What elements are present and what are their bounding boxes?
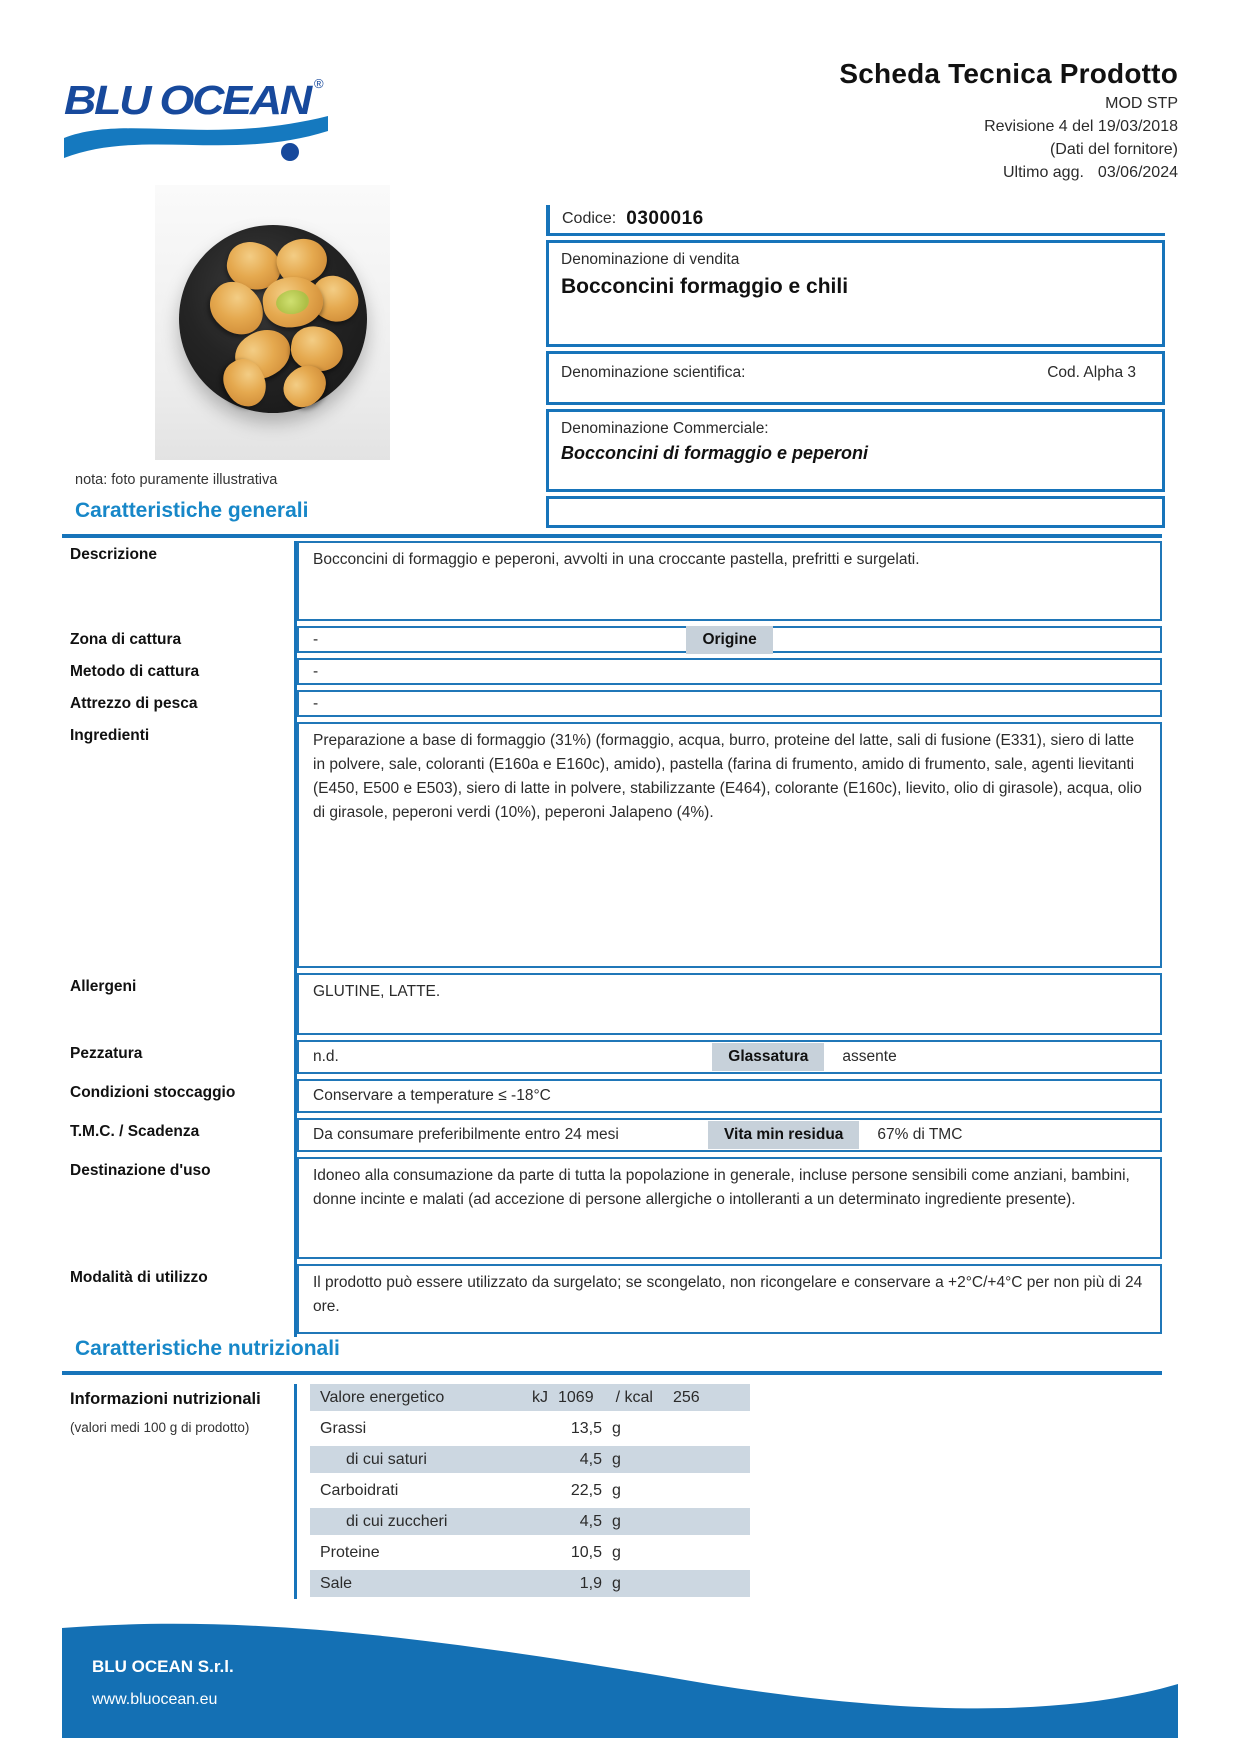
general-characteristics-table [62, 541, 1162, 1339]
scientific-name-label: Denominazione scientifica: [561, 364, 746, 381]
row-label: Allergeni [70, 978, 137, 995]
footer-company: BLU OCEAN S.r.l. [92, 1657, 234, 1676]
product-photo [155, 185, 390, 460]
row-value: - Origine [297, 626, 1162, 653]
row-label: Destinazione d'uso [70, 1162, 211, 1179]
kcal-value: 256 [672, 1388, 700, 1406]
nutrition-row: Carboidrati 22,5 g [320, 1481, 621, 1499]
origine-tag: Origine [686, 626, 772, 654]
table-row [62, 626, 1162, 653]
row-label: Zona di cattura [70, 631, 182, 648]
photo-note: nota: foto puramente illustrativa [75, 472, 278, 488]
row-value: n.d. Glassatura assente [297, 1040, 1162, 1074]
product-info-panel [546, 205, 1165, 528]
nutrition-block [62, 1384, 1162, 1601]
row-value: Da consumare preferibilmente entro 24 mesi Vita min residua 67% di TMC [297, 1118, 1162, 1152]
row-label: Modalità di utilizzo [70, 1269, 208, 1286]
row-label: T.M.C. / Scadenza [70, 1123, 200, 1140]
commercial-name-value: Bocconcini di formaggio e peperoni [561, 443, 869, 463]
last-update-value: 03/06/2024 [1097, 164, 1178, 181]
logo-dot-icon [281, 143, 299, 161]
table-row [62, 541, 1162, 621]
sales-name-box [546, 240, 1165, 347]
nutrition-row: Proteine 10,5 g [320, 1543, 621, 1561]
row-value: Conservare a temperature ≤ -18°C [297, 1079, 1162, 1113]
footer-wave-shape-icon [62, 1624, 1178, 1738]
row-value: Preparazione a base di formaggio (31%) (formaggio, acqua, burro, proteine del latte, sali di fusione (E331), siero di latte in polvere, sale, coloranti (E160a e E160c), amido), pastella (farina di frumento, amido di frumento, sale, agenti lievitanti (E450, E500 e E503), siero di latte in polvere, stabilizzante (E464), colorante (E160c), lievito, olio di girasole), acqua, olio di girasole, peperoni verdi (10%), peperoni Jalapeno (4%). [297, 722, 1162, 968]
vita-min-residua-value: 67% di TMC [877, 1126, 963, 1143]
footer-website: www.bluocean.eu [92, 1691, 218, 1708]
row-label: Attrezzo di pesca [70, 695, 198, 712]
table-row [62, 973, 1162, 1035]
table-row [62, 1079, 1162, 1113]
page-title: Scheda Tecnica Prodotto [839, 58, 1178, 89]
empty-info-box [546, 496, 1165, 528]
table-row [62, 722, 1162, 968]
row-value: Bocconcini di formaggio e peperoni, avvolti in una croccante pastella, prefritti e surgelati. [297, 541, 1162, 621]
table-row [62, 690, 1162, 717]
cheese-filling-graphic [275, 288, 311, 316]
commercial-name-box [546, 409, 1165, 492]
table-row [62, 1040, 1162, 1074]
nutrition-table [310, 1384, 750, 1597]
table-row [62, 1118, 1162, 1152]
nutrition-info-note: (valori medi 100 g di prodotto) [70, 1420, 250, 1435]
code-value: 0300016 [626, 208, 704, 229]
table-row [62, 1157, 1162, 1259]
last-update [839, 164, 1178, 182]
logo-wordmark: BLU OCEAN [64, 77, 314, 123]
nutrition-row-energy: Valore energetico kJ 1069 / kcal 256 [310, 1384, 750, 1411]
section-rule [62, 1371, 1162, 1375]
sales-name-value: Bocconcini formaggio e chili [561, 275, 849, 298]
row-value: Idoneo alla consumazione da parte di tutta la popolazione in generale, incluse persone sensibili come anziani, bambini, donne incinte e malati (ad accezione di persone allergiche o intolleranti a un determinato ingrediente presente). [297, 1157, 1162, 1259]
registered-mark-icon: ® [314, 76, 324, 91]
blu-ocean-logo [62, 66, 332, 184]
sales-name-label: Denominazione di vendita [561, 251, 740, 268]
row-value: - [297, 658, 1162, 685]
row-value: - [297, 690, 1162, 717]
document-header [839, 58, 1178, 182]
nutrition-row: Grassi 13,5 g [320, 1419, 621, 1437]
commercial-name-label: Denominazione Commerciale: [561, 420, 769, 437]
kj-value: 1069 [558, 1388, 594, 1406]
nutrition-row: di cui saturi 4,5 g [310, 1446, 750, 1473]
product-code-row [546, 205, 1165, 236]
supplier-note: (Dati del fornitore) [1049, 141, 1178, 158]
row-value: Il prodotto può essere utilizzato da surgelato; se scongelato, non ricongelare e conservare a +2°C/+4°C per non più di 24 ore. [297, 1264, 1162, 1334]
section-heading-nutrition: Caratteristiche nutrizionali [75, 1337, 340, 1360]
section-rule [62, 534, 1162, 538]
row-label: Pezzatura [70, 1045, 143, 1062]
table-row [62, 658, 1162, 685]
glassatura-value: assente [842, 1048, 897, 1065]
blu-ocean-logo-icon [62, 66, 332, 184]
kj-label: kJ [532, 1388, 548, 1406]
row-label: Ingredienti [70, 727, 150, 744]
section-heading-general: Caratteristiche generali [75, 499, 309, 522]
row-label: Descrizione [70, 546, 158, 563]
alpha-code: Cod. Alpha 3 [1047, 364, 1136, 381]
nutrition-row: di cui zuccheri 4,5 g [310, 1508, 750, 1535]
scientific-name-box [546, 351, 1165, 405]
kcal-label: / kcal [615, 1388, 653, 1406]
nutrition-info-label: Informazioni nutrizionali [70, 1390, 261, 1408]
footer-wave [62, 1614, 1178, 1738]
vita-min-residua-tag: Vita min residua [708, 1121, 859, 1149]
revision-label: Revisione 4 del 19/03/2018 [984, 118, 1178, 135]
glassatura-tag: Glassatura [712, 1043, 824, 1071]
row-label: Metodo di cattura [70, 663, 200, 680]
row-label: Condizioni stoccaggio [70, 1084, 236, 1101]
code-label: Codice: [562, 210, 617, 227]
row-value: GLUTINE, LATTE. [297, 973, 1162, 1035]
nutrition-row: Sale 1,9 g [310, 1570, 750, 1597]
last-update-label: Ultimo agg. [1003, 164, 1084, 181]
mod-label: MOD STP [1105, 95, 1178, 112]
table-row [62, 1264, 1162, 1334]
